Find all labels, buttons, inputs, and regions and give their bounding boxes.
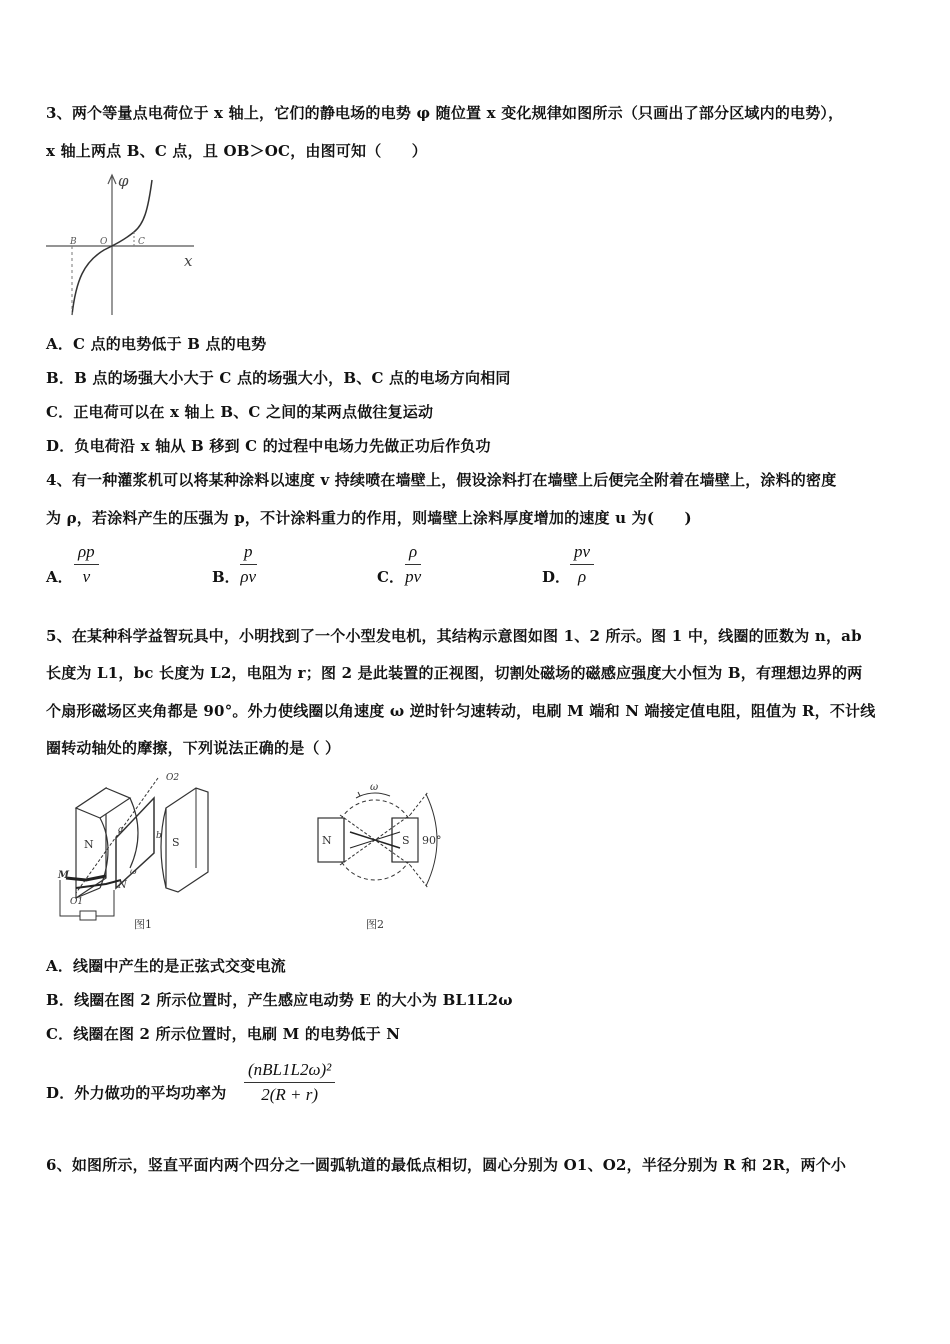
q4-option-b-num: p bbox=[240, 542, 257, 565]
q6-stem-line1: 6、如图所示，竖直平面内两个四分之一圆弧轨道的最低点相切，圆心分别为 O1、O2，半径分别为 R 和 2R，两个小 bbox=[46, 1156, 847, 1174]
q4-option-b-fraction[interactable] bbox=[240, 542, 257, 587]
generator-figure-2 bbox=[310, 780, 460, 935]
q5-option-d-num: (nBL1L2ω)² bbox=[244, 1060, 335, 1083]
q4-option-b-den: ρv bbox=[240, 567, 257, 586]
point-c-label: C bbox=[138, 237, 145, 247]
q4-option-a-fraction[interactable] bbox=[74, 542, 99, 587]
q4-option-d-label[interactable]: D． bbox=[542, 568, 571, 586]
q3-option-d[interactable]: D．负电荷沿 x 轴从 B 移到 C 的过程中电场力先做正功后作负功 bbox=[46, 437, 491, 455]
generator-figure-1 bbox=[46, 768, 226, 938]
q3-stem-line2: x 轴上两点 B、C 点，且 OB＞OC，由图可知（ ） bbox=[46, 142, 427, 160]
fig1-n2-label: N bbox=[118, 880, 127, 891]
q3-stem-line1: 3、两个等量点电荷位于 x 轴上，它们的静电场的电势 φ 随位置 x 变化规律如图所示（只画出了部分区域内的电势）， bbox=[46, 104, 844, 122]
q4-option-a-num: ρp bbox=[74, 542, 99, 565]
q4-option-d-den: ρ bbox=[577, 567, 587, 586]
q4-option-d-num: pv bbox=[570, 542, 594, 565]
q5-stem-line4: 圈转动轴处的摩擦，下列说法正确的是（ ） bbox=[46, 739, 341, 757]
q4-stem-line2: 为 ρ，若涂料产生的压强为 p，不计涂料重力的作用，则墙壁上涂料厚度增加的速度 u 为( ) bbox=[46, 509, 692, 527]
q5-stem-line3: 个扇形磁场区夹角都是 90°。外力使线圈以角速度 ω 逆时针匀速转动，电刷 M 端和 N 端接定值电阻，阻值为 R，不计线 bbox=[46, 702, 876, 720]
fig1-s-label: S bbox=[172, 836, 180, 849]
fig1-n-label: N bbox=[84, 838, 94, 851]
q4-option-b-label[interactable]: B． bbox=[212, 568, 240, 586]
q4-option-d-fraction[interactable] bbox=[570, 542, 594, 587]
q5-option-a[interactable]: A．线圈中产生的是正弦式交变电流 bbox=[46, 957, 286, 975]
fig1-b-label: b bbox=[156, 831, 162, 841]
fig1-omega-label: ω bbox=[130, 867, 137, 876]
fig1-caption: 图1 bbox=[134, 918, 152, 931]
point-o-label: O bbox=[100, 237, 108, 247]
q3-option-a[interactable]: A．C 点的电势低于 B 点的电势 bbox=[46, 335, 267, 353]
fig1-o1-label: O1 bbox=[70, 897, 84, 907]
fig1-m-label: M bbox=[58, 870, 70, 881]
q5-option-d-fraction[interactable] bbox=[244, 1060, 335, 1105]
x-axis-label: x bbox=[184, 252, 193, 270]
fig2-angle-label: 90° bbox=[422, 834, 442, 847]
q3-option-b[interactable]: B．B 点的场强大小大于 C 点的场强大小，B、C 点的电场方向相同 bbox=[46, 369, 511, 387]
q3-option-c[interactable]: C．正电荷可以在 x 轴上 B、C 之间的某两点做往复运动 bbox=[46, 403, 434, 421]
fig1-o2-label: O2 bbox=[166, 773, 180, 783]
q5-option-d-den: 2(R + r) bbox=[261, 1085, 318, 1104]
q4-stem-line1: 4、有一种灌浆机可以将某种涂料以速度 v 持续喷在墙壁上，假设涂料打在墙壁上后便完全附着在墙壁上，涂料的密度 bbox=[46, 471, 837, 489]
q4-option-a-label[interactable]: A． bbox=[46, 568, 73, 586]
q5-stem-line2: 长度为 L1，bc 长度为 L2，电阻为 r；图 2 是此装置的正视图，切割处磁场的磁感应强度大小恒为 B，有理想边界的两 bbox=[46, 664, 863, 682]
q5-stem-line1: 5、在某种科学益智玩具中，小明找到了一个小型发电机，其结构示意图如图 1、2 所示。图 1 中，线圈的匝数为 n，ab bbox=[46, 627, 862, 645]
q4-option-c-label[interactable]: C． bbox=[377, 568, 404, 586]
q4-option-c-den: pv bbox=[405, 567, 422, 586]
fig1-a-label: a bbox=[118, 825, 124, 835]
point-b-label: B bbox=[70, 237, 77, 247]
q5-option-c[interactable]: C．线圈在图 2 所示位置时，电刷 M 的电势低于 N bbox=[46, 1025, 401, 1043]
q4-option-c-num: ρ bbox=[405, 542, 421, 565]
phi-axis-label: φ bbox=[118, 172, 129, 190]
fig2-omega-label: ω bbox=[370, 782, 379, 793]
fig2-caption: 图2 bbox=[366, 918, 384, 931]
q5-option-d[interactable]: D．外力做功的平均功率为 bbox=[46, 1084, 227, 1102]
q4-option-c-fraction[interactable] bbox=[405, 542, 421, 587]
q5-option-b[interactable]: B．线圈在图 2 所示位置时，产生感应电动势 E 的大小为 BL1L2ω bbox=[46, 991, 513, 1009]
fig2-s-label: S bbox=[402, 834, 410, 847]
q4-option-a-den: v bbox=[82, 567, 91, 586]
potential-graph bbox=[44, 170, 204, 320]
fig2-n-label: N bbox=[322, 834, 332, 847]
